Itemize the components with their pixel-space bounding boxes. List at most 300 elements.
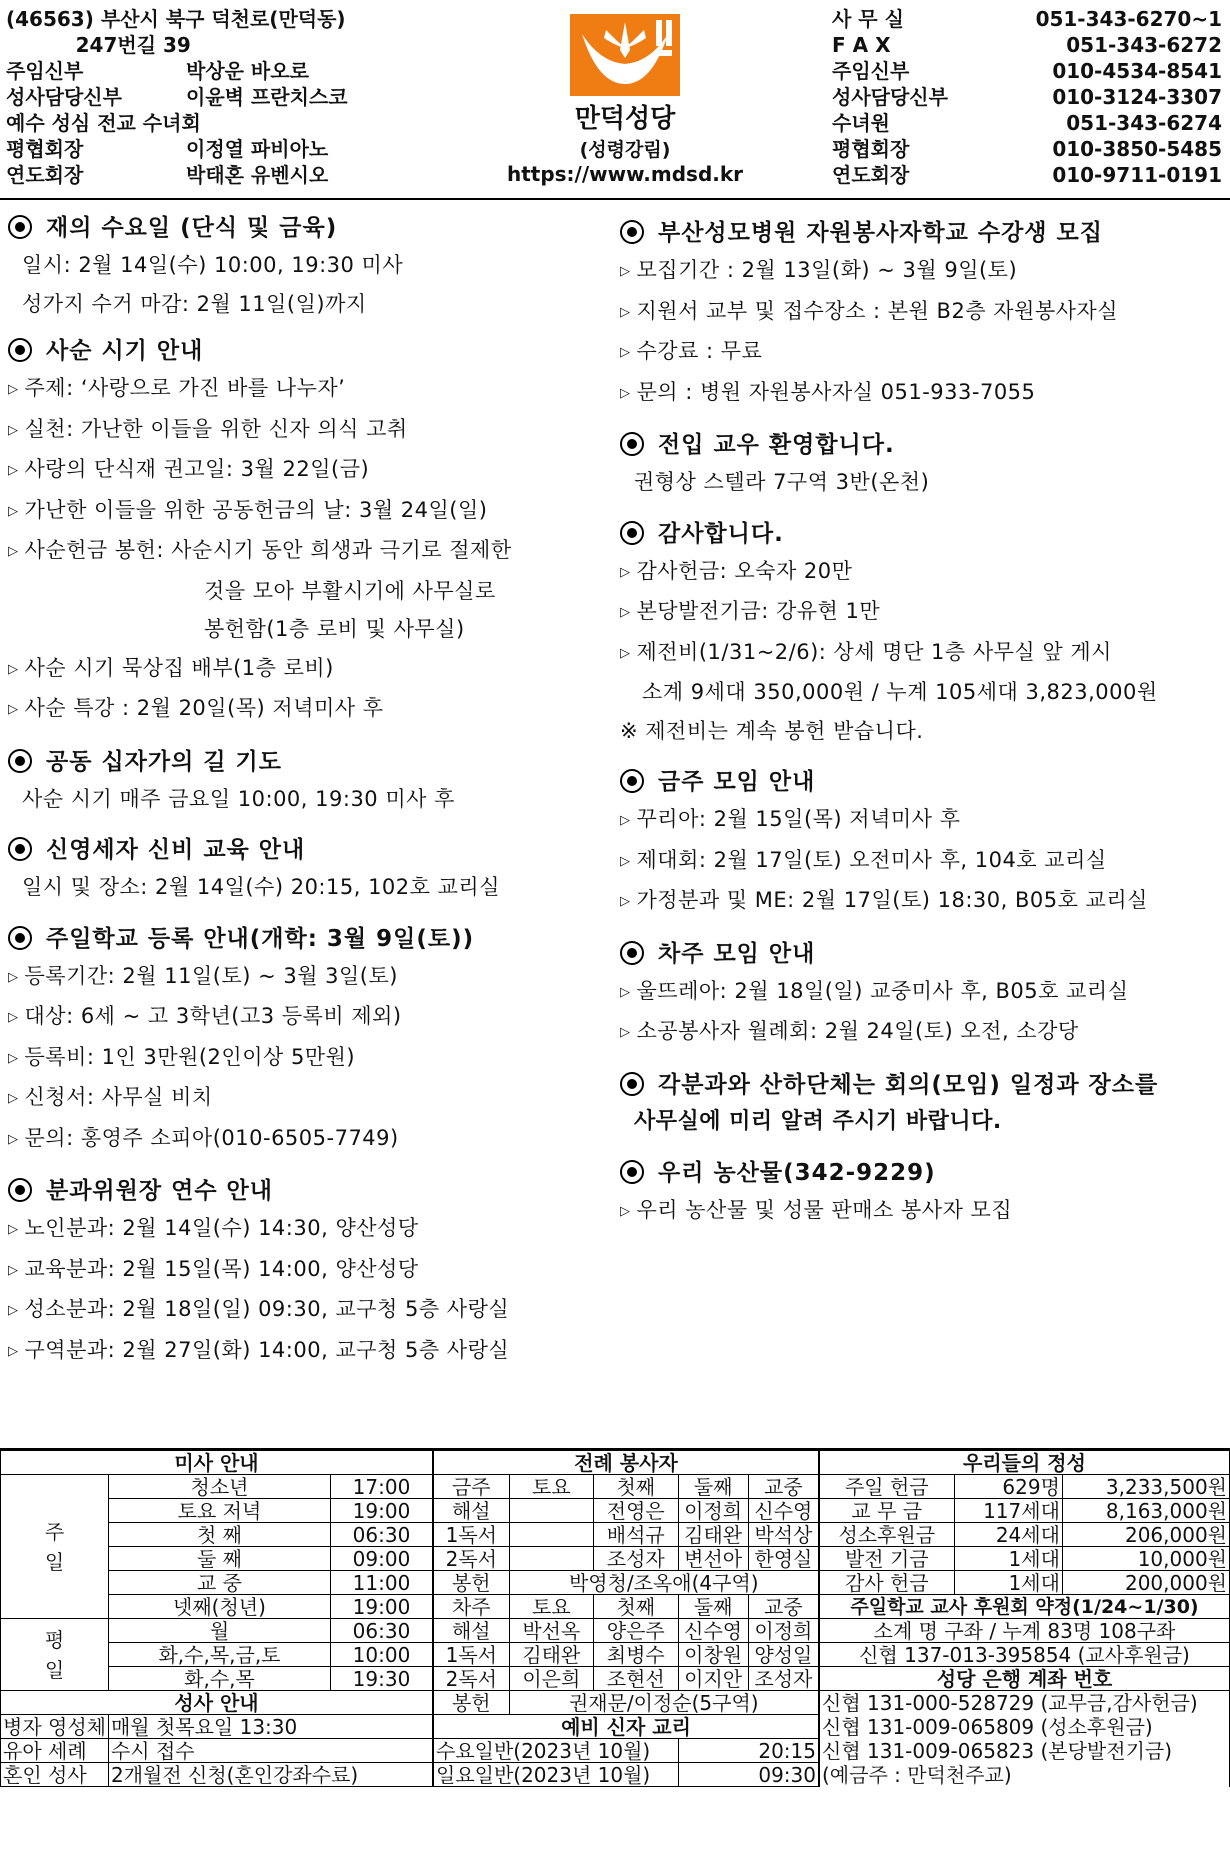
table-row — [1, 1619, 433, 1643]
header-left-key: 성사담당신부 — [6, 85, 122, 109]
table-cell: 둘째 — [678, 1475, 748, 1499]
section-title-text: 재의 수요일 (단식 및 금육) — [46, 215, 338, 241]
table-cell: 토요 저녁 — [108, 1499, 330, 1523]
table-cell: 성사 안내 — [1, 1691, 433, 1715]
line-text: 사순 시기 묵상집 배부(1층 로비) — [24, 655, 334, 680]
triangle-icon: ▷ — [620, 894, 631, 909]
line-text: 사순 시기 매주 금요일 10:00, 19:30 미사 후 — [22, 786, 455, 811]
table-cell — [509, 1547, 593, 1571]
bullet-icon — [8, 1178, 32, 1202]
table-cell: 봉헌 — [434, 1691, 510, 1715]
table-row — [1, 1763, 433, 1787]
triangle-icon: ▷ — [8, 702, 19, 717]
table-cell: 배석규 — [594, 1523, 678, 1547]
table-cell: 1세대 — [954, 1547, 1062, 1571]
header-right-key: F A X — [832, 33, 891, 57]
table-cell: 김태완 — [678, 1523, 748, 1547]
table-cell: 06:30 — [331, 1523, 433, 1547]
header-left-row — [6, 84, 348, 110]
section-title-text: 금주 모임 안내 — [658, 769, 816, 795]
bullet-icon — [620, 941, 644, 965]
table-cell: 09:30 — [678, 1763, 818, 1787]
section-title-text: 분과위원장 연수 안내 — [46, 1178, 273, 1204]
section-line — [8, 610, 618, 649]
section-title — [8, 210, 618, 246]
table-cell — [509, 1523, 593, 1547]
table-cell: 1세대 — [954, 1571, 1062, 1595]
table-cell: 주일학교 교사 후원회 약정(1/24~1/30) — [820, 1595, 1230, 1619]
header-right-value: 010-4534-8541 — [1052, 59, 1222, 83]
section-line — [8, 572, 618, 611]
table-cell: 200,000원 — [1062, 1571, 1229, 1595]
line-text: ※ 제전비는 계속 봉헌 받습니다. — [620, 718, 924, 743]
section-line — [8, 957, 618, 998]
table-cell: 1독서 — [434, 1523, 510, 1547]
section-line — [620, 1012, 1230, 1053]
section-title — [620, 1067, 1230, 1103]
header-right-value: 051-343-6274 — [1066, 111, 1222, 135]
table-cell: 09:00 — [331, 1547, 433, 1571]
table-cell: 2개월전 신청(혼인강좌수료) — [108, 1763, 432, 1787]
line-text: 가난한 이들을 위한 공동헌금의 날: 3월 24일(일) — [24, 497, 488, 522]
table-cell: 화,수,목,금,토 — [108, 1643, 330, 1667]
table-cell: 매월 첫목요일 13:30 — [108, 1715, 432, 1739]
table-row — [820, 1475, 1230, 1499]
header-left-value: 이윤벽 프란치스코 — [186, 85, 348, 109]
table-cell: 2독서 — [434, 1547, 510, 1571]
section-line — [8, 1331, 618, 1372]
table-row — [434, 1499, 819, 1523]
table-cell: 조성자 — [748, 1667, 818, 1691]
line-text: 대상: 6세 ~ 고 3학년(고3 등록비 제외) — [24, 1004, 402, 1028]
table-cell: 629명 — [954, 1475, 1062, 1499]
section-title — [8, 1173, 618, 1209]
triangle-icon: ▷ — [620, 345, 631, 360]
table-cell: 해설 — [434, 1619, 510, 1643]
line-text: 지원서 교부 및 접수장소 : 본원 B2층 자원봉사자실 — [636, 298, 1119, 323]
table-cell: 감사 헌금 — [820, 1571, 955, 1595]
section-title — [620, 764, 1230, 800]
section-line — [8, 649, 618, 690]
header-left-key: 주임신부 — [6, 59, 84, 83]
bullet-icon — [8, 837, 32, 861]
announcement-section — [620, 215, 1230, 413]
table-cell: 병자 영성체 — [1, 1715, 109, 1739]
header-left-row — [6, 110, 348, 136]
header-left-key: 247번길 39 — [6, 33, 191, 57]
table-cell: 토요 — [509, 1475, 593, 1499]
announcement-section — [620, 936, 1230, 1053]
church-subtitle: (성령강림) — [579, 139, 671, 161]
line-text: 가정분과 및 ME: 2월 17일(토) 18:30, B05호 교리실 — [636, 888, 1148, 912]
bullet-icon — [620, 521, 644, 545]
table-cell: 이지안 — [678, 1667, 748, 1691]
right-column — [620, 215, 1230, 1246]
header-right-value: 010-3850-5485 — [1052, 137, 1222, 161]
section-line — [620, 1191, 1230, 1232]
section-line — [620, 251, 1230, 292]
bullet-icon — [620, 769, 644, 793]
section-title — [620, 427, 1230, 463]
table-cell: 조현선 — [594, 1667, 678, 1691]
table-cell: 유아 세례 — [1, 1739, 109, 1763]
header-right-row — [832, 84, 1222, 110]
section-line — [620, 552, 1230, 593]
table-cell: 이정희 — [748, 1619, 818, 1643]
bullet-icon — [8, 926, 32, 950]
section-line — [620, 881, 1230, 922]
table-cell: 성소후원금 — [820, 1523, 955, 1547]
table-cell: 신수영 — [748, 1499, 818, 1523]
header-center — [490, 14, 760, 186]
bullet-icon — [620, 220, 644, 244]
section-line — [620, 841, 1230, 882]
left-column — [8, 210, 618, 1385]
section-line — [620, 332, 1230, 373]
table-cell: 19:30 — [331, 1667, 433, 1691]
table-row — [434, 1523, 819, 1547]
table-cell: 둘째 — [678, 1595, 748, 1619]
section-title — [620, 215, 1230, 251]
table-cell: 10,000원 — [1062, 1547, 1229, 1571]
table-cell: 이은희 — [509, 1667, 593, 1691]
bulletin-header — [0, 0, 1230, 200]
triangle-icon: ▷ — [8, 544, 19, 559]
table-row — [820, 1619, 1230, 1643]
section-title-text: 차주 모임 안내 — [658, 940, 816, 967]
section-title-text: 부산성모병원 자원봉사자학교 수강생 모집 — [658, 220, 1103, 246]
line-text: 것을 모아 부활시기에 사무실로 — [204, 578, 496, 603]
line-text: 등록비: 1인 3만원(2인이상 5만원) — [24, 1044, 356, 1069]
table-cell: 우리들의 정성 — [820, 1451, 1230, 1475]
header-right-key: 평협회장 — [832, 137, 910, 161]
announcement-section — [8, 744, 618, 819]
header-right-value: 010-3124-3307 — [1052, 85, 1222, 109]
header-left-key: 평협회장 — [6, 137, 84, 161]
table-row — [820, 1763, 1230, 1787]
header-right-key: 성사담당신부 — [832, 85, 948, 109]
header-left-key: 예수 성심 전교 수녀회 — [6, 111, 201, 135]
header-right-row — [832, 32, 1222, 58]
header-right-value: 051-343-6270~1 — [1035, 7, 1222, 31]
section-title-text: 감사합니다. — [658, 520, 784, 547]
table-cell: 해설 — [434, 1499, 510, 1523]
table-cell: 혼인 성사 — [1, 1763, 109, 1787]
table-cell: 11:00 — [331, 1571, 433, 1595]
bullet-icon — [620, 1160, 644, 1184]
table-row — [434, 1595, 819, 1619]
line-text: 사순헌금 봉헌: 사순시기 동안 희생과 극기로 절제한 — [24, 538, 512, 562]
table-cell: 1독서 — [434, 1643, 510, 1667]
bullet-icon — [8, 749, 32, 773]
table-row — [820, 1643, 1230, 1667]
section-line — [8, 689, 618, 730]
triangle-icon: ▷ — [620, 304, 631, 320]
table-cell: 17:00 — [331, 1475, 433, 1499]
triangle-icon: ▷ — [8, 463, 19, 478]
table-cell: 교중 — [748, 1595, 818, 1619]
table-cell: 박석상 — [748, 1523, 818, 1547]
table-row — [820, 1667, 1230, 1691]
section-line — [620, 463, 1230, 502]
header-right-row — [832, 58, 1222, 84]
triangle-icon: ▷ — [8, 1050, 19, 1066]
line-text: 성가지 수거 마감: 2월 11일(일)까지 — [22, 291, 367, 316]
triangle-icon: ▷ — [620, 1025, 631, 1040]
line-text: 문의 : 병원 자원봉사자실 051-933-7055 — [636, 379, 1036, 404]
table-cell: 청소년 — [108, 1475, 330, 1499]
header-right-value: 010-9711-0191 — [1052, 163, 1222, 187]
line-text: 꾸리아: 2월 15일(목) 저녁미사 후 — [636, 807, 961, 831]
table-cell: 박영청/조옥애(4구역) — [509, 1571, 818, 1595]
header-right-row — [832, 110, 1222, 136]
table-cell: 김태완 — [509, 1643, 593, 1667]
section-line — [620, 592, 1230, 633]
section-line — [620, 1103, 1230, 1142]
table-row — [434, 1547, 819, 1571]
triangle-icon: ▷ — [620, 385, 631, 401]
table-cell: 변선아 — [678, 1547, 748, 1571]
table-cell: 신협 131-009-065809 (성소후원금) — [820, 1715, 1230, 1739]
table-row — [1, 1691, 433, 1715]
section-title — [8, 921, 618, 957]
section-title — [620, 516, 1230, 552]
weekday-label: 평 일 — [1, 1619, 109, 1691]
triangle-icon: ▷ — [620, 264, 631, 279]
section-line — [8, 450, 618, 491]
table-row — [434, 1571, 819, 1595]
section-line — [620, 972, 1230, 1013]
section-title-text: 전입 교우 환영합니다. — [658, 432, 895, 458]
table-cell: 미사 안내 — [1, 1451, 433, 1475]
church-url[interactable]: https://www.mdsd.kr — [506, 162, 744, 186]
bullet-icon — [620, 432, 644, 456]
section-line — [8, 285, 618, 324]
section-line — [620, 673, 1230, 712]
section-title-text: 신영세자 신비 교육 안내 — [46, 837, 306, 863]
header-right-row — [832, 162, 1222, 188]
table-cell: 소계 명 구좌 / 누계 83명 108구좌 — [820, 1619, 1230, 1643]
line-text: 성소분과: 2월 18일(일) 09:30, 교구청 5층 사랑실 — [24, 1297, 510, 1321]
announcement-section — [620, 427, 1230, 502]
line-text: 본당발전기금: 강유현 1만 — [636, 599, 881, 623]
table-cell: 신수영 — [678, 1619, 748, 1643]
announcement-section — [8, 333, 618, 730]
header-left-key: (46563) 부산시 북구 덕천로(만덕동) — [6, 7, 346, 31]
line-text: 주제: ‘사랑으로 가진 바를 나누자’ — [24, 376, 346, 400]
section-line — [8, 1119, 618, 1160]
header-left-row — [6, 58, 348, 84]
table-cell: (예금주 : 만덕천주교) — [820, 1763, 1230, 1787]
table-cell: 교중 — [748, 1475, 818, 1499]
section-title — [8, 744, 618, 780]
announcement-section — [620, 1155, 1230, 1232]
table-cell: 권재문/이정순(5구역) — [509, 1691, 818, 1715]
table-cell: 성당 은행 계좌 번호 — [820, 1667, 1230, 1691]
line-text: 울뜨레아: 2월 18일(일) 교중미사 후, B05호 교리실 — [636, 978, 1129, 1003]
table-cell: 신협 131-000-528729 (교무금,감사헌금) — [820, 1691, 1230, 1715]
table-cell: 19:00 — [331, 1499, 433, 1523]
line-text: 권형상 스텔라 7구역 3반(온천) — [634, 470, 930, 494]
table-row — [820, 1571, 1230, 1595]
triangle-icon: ▷ — [620, 564, 631, 580]
sunday-label: 주 일 — [1, 1475, 109, 1619]
header-right-row — [832, 136, 1222, 162]
section-line — [8, 369, 618, 410]
line-text: 노인분과: 2월 14일(수) 14:30, 양산성당 — [24, 1216, 419, 1240]
triangle-icon: ▷ — [8, 382, 19, 397]
header-left — [6, 6, 348, 188]
section-title-text: 우리 농산물(342-9229) — [658, 1160, 936, 1186]
line-text: 사무실에 미리 알려 주시기 바랍니다. — [634, 1108, 1002, 1134]
table-cell: 박선옥 — [509, 1619, 593, 1643]
header-left-value: 박상운 바오로 — [186, 59, 309, 83]
table-row — [1, 1715, 433, 1739]
line-text: 모집기간 : 2월 13일(화) ~ 3월 9일(토) — [636, 258, 1018, 282]
table-cell: 교 중 — [108, 1571, 330, 1595]
section-line — [620, 373, 1230, 414]
line-text: 실천: 가난한 이들을 위한 신자 의식 고취 — [24, 416, 408, 441]
table-cell: 수요일반(2023년 10월) — [434, 1739, 679, 1763]
line-text: 감사헌금: 오숙자 20만 — [636, 558, 853, 583]
table-cell: 첫 째 — [108, 1523, 330, 1547]
header-right-value: 051-343-6272 — [1066, 33, 1222, 57]
line-text: 소공봉사자 월례회: 2월 24일(토) 오전, 소강당 — [636, 1019, 1079, 1043]
table-cell: 신협 131-009-065823 (본당발전기금) — [820, 1739, 1230, 1763]
section-title-text: 사순 시기 안내 — [46, 338, 204, 364]
section-title — [8, 832, 618, 868]
section-line — [8, 491, 618, 532]
triangle-icon: ▷ — [620, 813, 631, 828]
table-cell: 117세대 — [954, 1499, 1062, 1523]
table-row — [820, 1691, 1230, 1715]
header-left-value: 이정열 파비아노 — [186, 137, 329, 161]
section-line — [620, 800, 1230, 841]
table-cell: 둘 째 — [108, 1547, 330, 1571]
line-text: 사순 특강 : 2월 20일(목) 저녁미사 후 — [24, 696, 384, 720]
section-line — [8, 531, 618, 572]
line-text: 사랑의 단식재 권고일: 3월 22일(금) — [24, 457, 370, 481]
table-cell: 넷째(청년) — [108, 1595, 330, 1619]
bullet-icon — [8, 338, 32, 362]
triangle-icon: ▷ — [620, 984, 631, 1000]
table-cell: 양성일 — [748, 1643, 818, 1667]
header-right-key: 사 무 실 — [832, 7, 904, 31]
header-left-row — [6, 32, 348, 58]
triangle-icon: ▷ — [8, 1091, 19, 1106]
table-row — [1, 1475, 433, 1499]
announcement-section — [8, 210, 618, 323]
line-text: 일시: 2월 14일(수) 10:00, 19:30 미사 — [22, 253, 404, 277]
table-cell: 일요일반(2023년 10월) — [434, 1763, 679, 1787]
table-row — [434, 1475, 819, 1499]
section-line — [8, 1209, 618, 1250]
section-line — [8, 780, 618, 819]
table-cell: 전례 봉사자 — [434, 1451, 819, 1475]
triangle-icon: ▷ — [8, 969, 19, 985]
table-cell: 양은주 — [594, 1619, 678, 1643]
table-row — [434, 1691, 819, 1715]
line-text: 등록기간: 2월 11일(토) ~ 3월 3일(토) — [24, 963, 398, 988]
section-title — [620, 936, 1230, 972]
table-cell: 교 무 금 — [820, 1499, 955, 1523]
table-cell: 전영은 — [594, 1499, 678, 1523]
table-row — [434, 1667, 819, 1691]
triangle-icon: ▷ — [8, 1010, 19, 1025]
table-cell: 첫째 — [594, 1475, 678, 1499]
triangle-icon: ▷ — [8, 1131, 19, 1147]
line-text: 우리 농산물 및 성물 판매소 봉사자 모집 — [636, 1198, 1013, 1222]
table-cell: 차주 — [434, 1595, 510, 1619]
church-logo-icon — [570, 14, 680, 96]
section-line — [620, 712, 1230, 751]
section-line — [8, 1250, 618, 1291]
table-cell: 봉헌 — [434, 1571, 510, 1595]
line-text: 봉헌함(1층 로비 및 사무실) — [204, 617, 465, 641]
triangle-icon: ▷ — [8, 1303, 19, 1318]
table-cell: 3,233,500원 — [1062, 1475, 1229, 1499]
table-row — [1, 1451, 433, 1475]
church-name: 만덕성당 — [574, 104, 676, 134]
announcement-section — [8, 1173, 618, 1371]
line-text: 구역분과: 2월 27일(화) 14:00, 교구청 5층 사랑실 — [24, 1337, 510, 1362]
announcement-section — [620, 1067, 1230, 1142]
line-text: 제전비(1/31~2/6): 상세 명단 1층 사무실 앞 게시 — [636, 639, 1112, 664]
table-row — [820, 1451, 1230, 1475]
section-line — [620, 292, 1230, 333]
table-cell: 조성자 — [594, 1547, 678, 1571]
table-cell: 19:00 — [331, 1595, 433, 1619]
table-cell: 토요 — [509, 1595, 593, 1619]
header-left-value: 박태혼 유벤시오 — [186, 163, 329, 187]
table-cell: 화,수,목 — [108, 1667, 330, 1691]
bullet-icon — [620, 1072, 644, 1096]
header-right-key: 수녀원 — [832, 111, 890, 135]
table-cell: 월 — [108, 1619, 330, 1643]
table-cell: 이창원 — [678, 1643, 748, 1667]
triangle-icon: ▷ — [8, 1262, 19, 1278]
table-cell: 이정희 — [678, 1499, 748, 1523]
line-text: 소계 9세대 350,000원 / 누계 105세대 3,823,000원 — [642, 680, 1158, 704]
triangle-icon: ▷ — [8, 1343, 19, 1359]
announcement-section — [620, 764, 1230, 922]
announcement-section — [8, 921, 618, 1160]
triangle-icon: ▷ — [620, 853, 631, 869]
table-cell: 8,163,000원 — [1062, 1499, 1229, 1523]
bullet-icon — [8, 215, 32, 239]
header-left-key: 연도회장 — [6, 163, 84, 187]
table-cell: 06:30 — [331, 1619, 433, 1643]
line-text: 제대회: 2월 17일(토) 오전미사 후, 104호 교리실 — [636, 847, 1107, 872]
table-cell: 24세대 — [954, 1523, 1062, 1547]
table-cell: 금주 — [434, 1475, 510, 1499]
triangle-icon: ▷ — [620, 1204, 631, 1219]
table-cell: 첫째 — [594, 1595, 678, 1619]
table-cell: 2독서 — [434, 1667, 510, 1691]
table-row — [820, 1739, 1230, 1763]
header-left-row — [6, 162, 348, 188]
offering-table — [819, 1450, 1230, 1787]
table-cell: 발전 기금 — [820, 1547, 955, 1571]
section-title-text: 공동 십자가의 길 기도 — [46, 748, 282, 775]
table-row — [820, 1595, 1230, 1619]
header-left-row — [6, 136, 348, 162]
announcement-section — [8, 832, 618, 907]
table-row — [434, 1715, 819, 1739]
line-text: 문의: 홍영주 소피아(010-6505-7749) — [24, 1125, 399, 1150]
announcement-section — [620, 516, 1230, 751]
table-row — [434, 1739, 819, 1763]
